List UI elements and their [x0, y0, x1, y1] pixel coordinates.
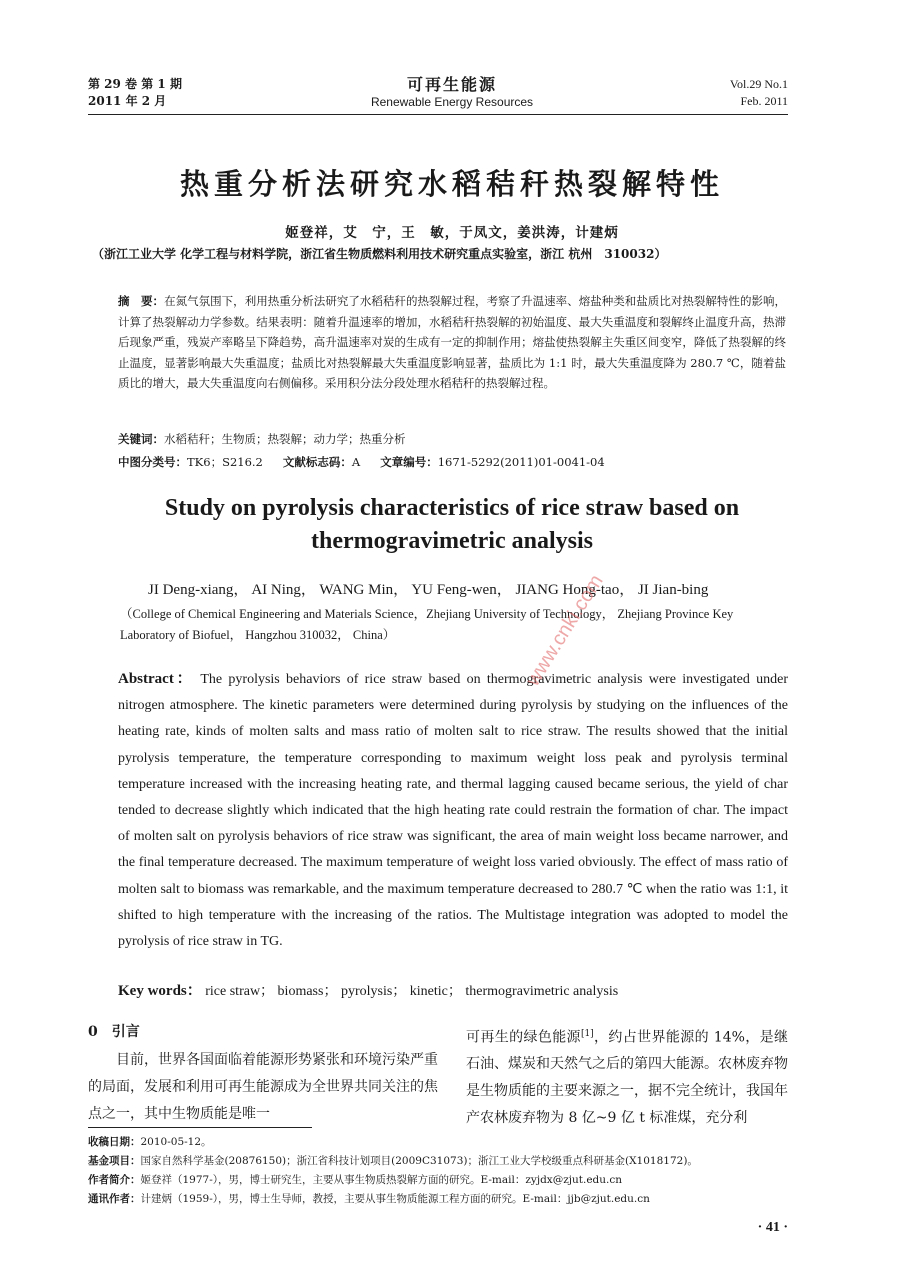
footnotes [88, 1133, 788, 1209]
watermark-text: www.cnki.com [521, 570, 608, 690]
page-number: · 41 · [757, 1220, 788, 1235]
paper-title-en-line2: thermogravimetric analysis [311, 528, 593, 554]
article-no-label: 文章编号： [380, 455, 438, 469]
clc-label: 中图分类号： [118, 455, 187, 469]
abstract-en-text: The pyrolysis behaviors of rice straw based on thermogravimetric analysis were investigated under nitrogen atmosphere. The kinetic parameters were determined during pyrolysis by studying on the influences of the heating rate, kinds of molten salts and mass ratio of molten salt to rice straw. The results showed that the initial pyrolysis temperature, the temperature corresponding to maximum weight loss peak and pyrolysis terminal temperature increased with the increasing heating rate, and thermal lagging caused became serious, the yield of char tended to decrease slightly which indicated that the high heating rate could restrain the formation of char. The impact of molten salt on pyrolysis behaviors of rice straw was significant, the area of main weight loss became narrower, and the final temperature decreased. The maximum temperature of weight loss varied obviously. The effect of mass ratio of molten salt to biomass was remarkable, and the maximum temperature decreased to 280.7 ℃ when the ratio was 1:1, it shifted to high temperature with the increasing of the ratios. The Multistage integration was adopted to model the pyrolysis of rice straw in TG. [118, 672, 788, 950]
footnote-rule [88, 1127, 312, 1128]
fund-value: 国家自然科学基金(20876150)；浙江省科技计划项目(2009C31073)；浙江工业大学校级重点科研基金(X1018172)。 [140, 1155, 698, 1167]
paper-title-en-line1: Study on pyrolysis characteristics of rice straw based on [164, 495, 740, 521]
abstract-cn [118, 291, 786, 394]
paper-title-cn: 热重分析法研究水稻秸秆热裂解特性 [179, 167, 724, 201]
header-volume-cn: 第 29 卷 第 1 期 [88, 77, 182, 91]
affiliation-en: （College of Chemical Engineering and Materials Science，Zhejiang University of Technology， Zhejiang Province Key Laboratory of Biofuel， Hangzhou 310032， China） [120, 607, 734, 642]
authors-en: JI Deng-xiang， AI Ning， WANG Min， YU Feng-wen， JIANG Hong-tao， JI Jian-bing [148, 582, 709, 598]
header-rule [88, 114, 788, 115]
author-bio-label: 作者简介： [88, 1174, 141, 1186]
intro-right-text-a: 可再生的绿色能源 [466, 1029, 581, 1046]
journal-name-en: Renewable Energy Resources [370, 95, 534, 109]
doc-code-value: A [351, 455, 361, 469]
received-label: 收稿日期： [88, 1136, 141, 1148]
keywords-cn-text: 水稻秸秆；生物质；热裂解；动力学；热重分析 [164, 432, 406, 446]
abstract-cn-label: 摘 要： [118, 294, 165, 308]
clc-value: TK6；S216.2 [187, 455, 263, 469]
body-column-left [88, 1047, 438, 1128]
keywords-cn [118, 431, 406, 447]
intro-paragraph-right [466, 1021, 788, 1131]
author-bio-value: 姬登祥（1977-），男，博士研究生，主要从事生物质热裂解方面的研究。E-mail：zyjdx@zjut.edu.cn [140, 1174, 623, 1186]
abstract-cn-text: 在氮气氛围下，利用热重分析法研究了水稻秸秆的热裂解过程，考察了升温速率、熔盐种类和盐质比对热裂解特性的影响，计算了热裂解动力学参数。结果表明：随着升温速率的增加，水稻秸秆热裂解的初始温度、最大失重温度和裂解终止温度升高，热滞后现象严重，残炭产率略呈下降趋势，高升温速率对炭的生成有一定的抑制作用；熔盐使热裂解主失重区间变窄，降低了热裂解的终止温度，显著影响最大失重温度；盐质比对热裂解最大失重温度影响显著，盐质比为 1:1 时，最大失重温度降为 280.7 ℃，随着盐质比的增大，最大失重温度向右侧偏移。采用积分法分段处理水稻秸秆的热裂解过程。 [118, 294, 787, 390]
footnote-author [88, 1171, 788, 1190]
header-journal [320, 76, 584, 110]
keywords-en-label: Key words： [118, 983, 202, 999]
intro-paragraph-left: 目前，世界各国面临着能源形势紧张和环境污染严重的局面，发展和利用可再生能源成为全世界共同关注的焦点之一，其中生物质能是唯一 [88, 1052, 438, 1122]
header-date-cn: 2011 年 2 月 [88, 94, 167, 108]
section-heading-introduction: 0 引言 [88, 1024, 140, 1040]
fund-label: 基金项目： [88, 1155, 141, 1167]
received-value: 2010-05-12。 [140, 1136, 212, 1148]
header-issue [88, 76, 182, 110]
classification-cn [118, 454, 605, 470]
footnote-received [88, 1133, 788, 1152]
abstract-en [118, 666, 788, 955]
doc-code-label: 文献标志码： [282, 455, 352, 469]
header-issue-en [730, 76, 788, 110]
keywords-en [118, 979, 618, 1000]
header-volume-en: Vol.29 No.1 [729, 77, 788, 91]
authors-cn: 姬登祥，艾 宁，王 敏，于凤文，姜洪涛，计建炳 [285, 225, 619, 241]
citation-ref-1: [1] [580, 1029, 594, 1039]
header-date-en: Feb. 2011 [740, 94, 788, 108]
watermark [440, 520, 608, 690]
footnote-corresponding [88, 1190, 788, 1209]
corresponding-value: 计建炳（1959-），男，博士生导师，教授，主要从事生物质能源工程方面的研究。E-mail：jjb@zjut.edu.cn [140, 1193, 650, 1205]
journal-name-cn: 可再生能源 [406, 75, 497, 94]
affiliation-cn: （浙江工业大学 化学工程与材料学院，浙江省生物质燃料利用技术研究重点实验室，浙江 杭州 310032） [92, 247, 667, 261]
article-no-value: 1671-5292(2011)01-0041-04 [437, 455, 605, 469]
keywords-en-text: rice straw； biomass； pyrolysis； kinetic； thermogravimetric analysis [201, 984, 619, 999]
footnote-fund [88, 1152, 788, 1171]
abstract-en-label: Abstract： [118, 671, 195, 687]
corresponding-label: 通讯作者： [88, 1193, 141, 1205]
keywords-cn-label: 关键词： [118, 432, 164, 446]
body-column-right [466, 1021, 788, 1131]
intro-right-text-b: ，约占世界能源的 14%，是继石油、煤炭和天然气之后的第四大能源。农林废弃物是生物质能的主要来源之一，据不完全统计，我国年产农林废弃物为 8 亿~9 亿 t 标准煤，充分利 [466, 1029, 789, 1126]
